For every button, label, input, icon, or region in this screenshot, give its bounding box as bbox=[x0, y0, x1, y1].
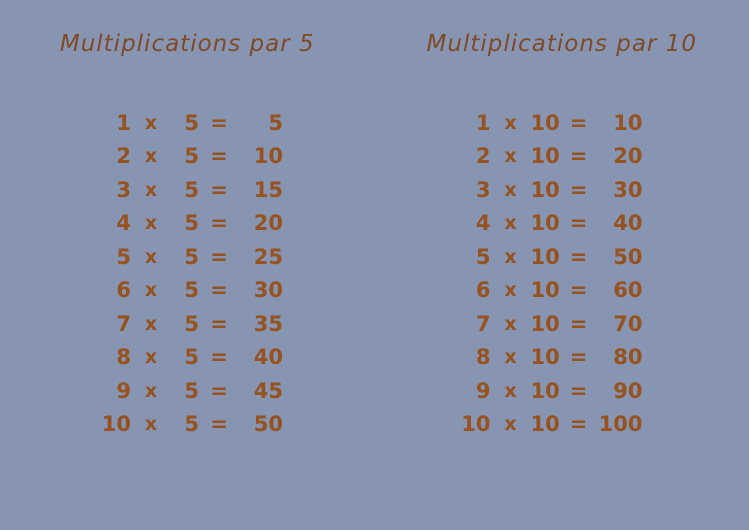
multiplication-row bbox=[85, 341, 283, 375]
multiplicand: 2 bbox=[475, 144, 491, 169]
multiplicand: 9 bbox=[116, 378, 131, 403]
multiplication-row bbox=[445, 207, 643, 241]
multiplier: 10 bbox=[530, 412, 560, 437]
multiplier: 10 bbox=[530, 110, 560, 135]
multiplication-row bbox=[85, 374, 283, 408]
equals-sign: = bbox=[569, 378, 588, 403]
multiplicand: 7 bbox=[475, 311, 491, 336]
multiplier: 5 bbox=[184, 244, 199, 269]
multiplier: 5 bbox=[184, 110, 199, 135]
multiplier: 5 bbox=[184, 345, 199, 370]
multiplier: 10 bbox=[530, 345, 560, 370]
multiplicand: 6 bbox=[116, 278, 131, 303]
product: 70 bbox=[613, 311, 643, 336]
multiplicand: 3 bbox=[116, 177, 131, 202]
product: 50 bbox=[253, 412, 283, 437]
times-operator: x bbox=[504, 346, 517, 369]
times-operator: x bbox=[144, 413, 158, 436]
times-operator: x bbox=[144, 312, 158, 335]
equals-sign: = bbox=[569, 211, 588, 236]
product: 45 bbox=[253, 378, 283, 403]
multiplicand: 4 bbox=[475, 211, 491, 236]
multiplication-row bbox=[85, 106, 283, 140]
multiplicand: 7 bbox=[116, 311, 131, 336]
times-operator: x bbox=[504, 178, 517, 201]
multiplication-row bbox=[85, 274, 283, 308]
multiplication-row bbox=[445, 307, 643, 341]
product: 40 bbox=[253, 345, 283, 370]
multiplication-row bbox=[445, 106, 643, 140]
multiplicand: 4 bbox=[116, 211, 131, 236]
times-operator: x bbox=[144, 111, 158, 134]
equals-sign: = bbox=[569, 311, 588, 336]
times-operator: x bbox=[504, 413, 517, 436]
product: 10 bbox=[253, 144, 283, 169]
equals-sign: = bbox=[569, 278, 588, 303]
multiplication-row bbox=[85, 140, 283, 174]
multiplication-row bbox=[85, 207, 283, 241]
equals-sign: = bbox=[210, 144, 228, 169]
multiplier: 5 bbox=[184, 278, 199, 303]
times-operator: x bbox=[504, 111, 517, 134]
times-operator: x bbox=[504, 145, 517, 168]
multiplicand: 2 bbox=[116, 144, 131, 169]
product: 20 bbox=[253, 211, 283, 236]
product: 5 bbox=[268, 110, 283, 135]
multiplication-row bbox=[445, 341, 643, 375]
equals-sign: = bbox=[210, 311, 228, 336]
times-operator: x bbox=[504, 245, 517, 268]
multiplicand: 10 bbox=[101, 412, 131, 437]
times-operator: x bbox=[504, 212, 517, 235]
times-operator: x bbox=[144, 279, 158, 302]
product: 10 bbox=[613, 110, 643, 135]
times-operator: x bbox=[144, 145, 158, 168]
multiplication-row bbox=[445, 173, 643, 207]
times-operator: x bbox=[504, 379, 517, 402]
product: 80 bbox=[613, 345, 643, 370]
multiplier: 5 bbox=[184, 412, 199, 437]
multiplicand: 10 bbox=[461, 412, 491, 437]
multiplier: 10 bbox=[530, 177, 560, 202]
equals-sign: = bbox=[210, 211, 228, 236]
equals-sign: = bbox=[210, 412, 228, 437]
multiplier: 10 bbox=[530, 311, 560, 336]
multiplicand: 8 bbox=[116, 345, 131, 370]
equals-sign: = bbox=[569, 345, 588, 370]
multiplier: 5 bbox=[184, 177, 199, 202]
equals-sign: = bbox=[569, 144, 588, 169]
table-par-10-section bbox=[375, 0, 749, 530]
equals-sign: = bbox=[210, 177, 228, 202]
times-operator: x bbox=[144, 212, 158, 235]
multiplier: 5 bbox=[184, 311, 199, 336]
multiplicand: 6 bbox=[475, 278, 491, 303]
multiplication-row bbox=[445, 140, 643, 174]
multiplication-row bbox=[445, 408, 643, 442]
table-par-5-rows bbox=[85, 106, 283, 441]
equals-sign: = bbox=[210, 110, 228, 135]
multiplicand: 1 bbox=[475, 110, 491, 135]
product: 50 bbox=[613, 244, 643, 269]
multiplication-row bbox=[445, 240, 643, 274]
multiplication-row bbox=[85, 240, 283, 274]
multiplication-row bbox=[445, 274, 643, 308]
equals-sign: = bbox=[569, 412, 588, 437]
table-par-10-rows bbox=[445, 106, 643, 441]
product: 30 bbox=[253, 278, 283, 303]
times-operator: x bbox=[144, 245, 158, 268]
product: 20 bbox=[613, 144, 643, 169]
product: 100 bbox=[598, 412, 643, 437]
product: 35 bbox=[253, 311, 283, 336]
times-operator: x bbox=[144, 346, 158, 369]
table-par-10-title: Multiplications par 10 bbox=[426, 31, 697, 57]
table-par-5-title: Multiplications par 5 bbox=[59, 31, 315, 57]
times-operator: x bbox=[504, 312, 517, 335]
multiplication-row bbox=[85, 173, 283, 207]
multiplier: 5 bbox=[184, 144, 199, 169]
multiplication-row bbox=[85, 307, 283, 341]
multiplier: 5 bbox=[184, 211, 199, 236]
multiplicand: 1 bbox=[116, 110, 131, 135]
product: 90 bbox=[613, 378, 643, 403]
times-operator: x bbox=[144, 178, 158, 201]
equals-sign: = bbox=[210, 345, 228, 370]
times-operator: x bbox=[144, 379, 158, 402]
equals-sign: = bbox=[569, 110, 588, 135]
equals-sign: = bbox=[569, 244, 588, 269]
multiplication-row bbox=[445, 374, 643, 408]
multiplicand: 3 bbox=[475, 177, 491, 202]
equals-sign: = bbox=[210, 378, 228, 403]
multiplicand: 9 bbox=[475, 378, 491, 403]
multiplier: 5 bbox=[184, 378, 199, 403]
multiplicand: 5 bbox=[475, 244, 491, 269]
product: 60 bbox=[613, 278, 643, 303]
equals-sign: = bbox=[210, 244, 228, 269]
multiplicand: 5 bbox=[116, 244, 131, 269]
product: 40 bbox=[613, 211, 643, 236]
product: 15 bbox=[253, 177, 283, 202]
product: 30 bbox=[613, 177, 643, 202]
multiplier: 10 bbox=[530, 278, 560, 303]
multiplicand: 8 bbox=[475, 345, 491, 370]
multiplier: 10 bbox=[530, 144, 560, 169]
equals-sign: = bbox=[569, 177, 588, 202]
multiplier: 10 bbox=[530, 211, 560, 236]
equals-sign: = bbox=[210, 278, 228, 303]
product: 25 bbox=[253, 244, 283, 269]
multiplier: 10 bbox=[530, 378, 560, 403]
multiplier: 10 bbox=[530, 244, 560, 269]
multiplication-row bbox=[85, 408, 283, 442]
times-operator: x bbox=[504, 279, 517, 302]
